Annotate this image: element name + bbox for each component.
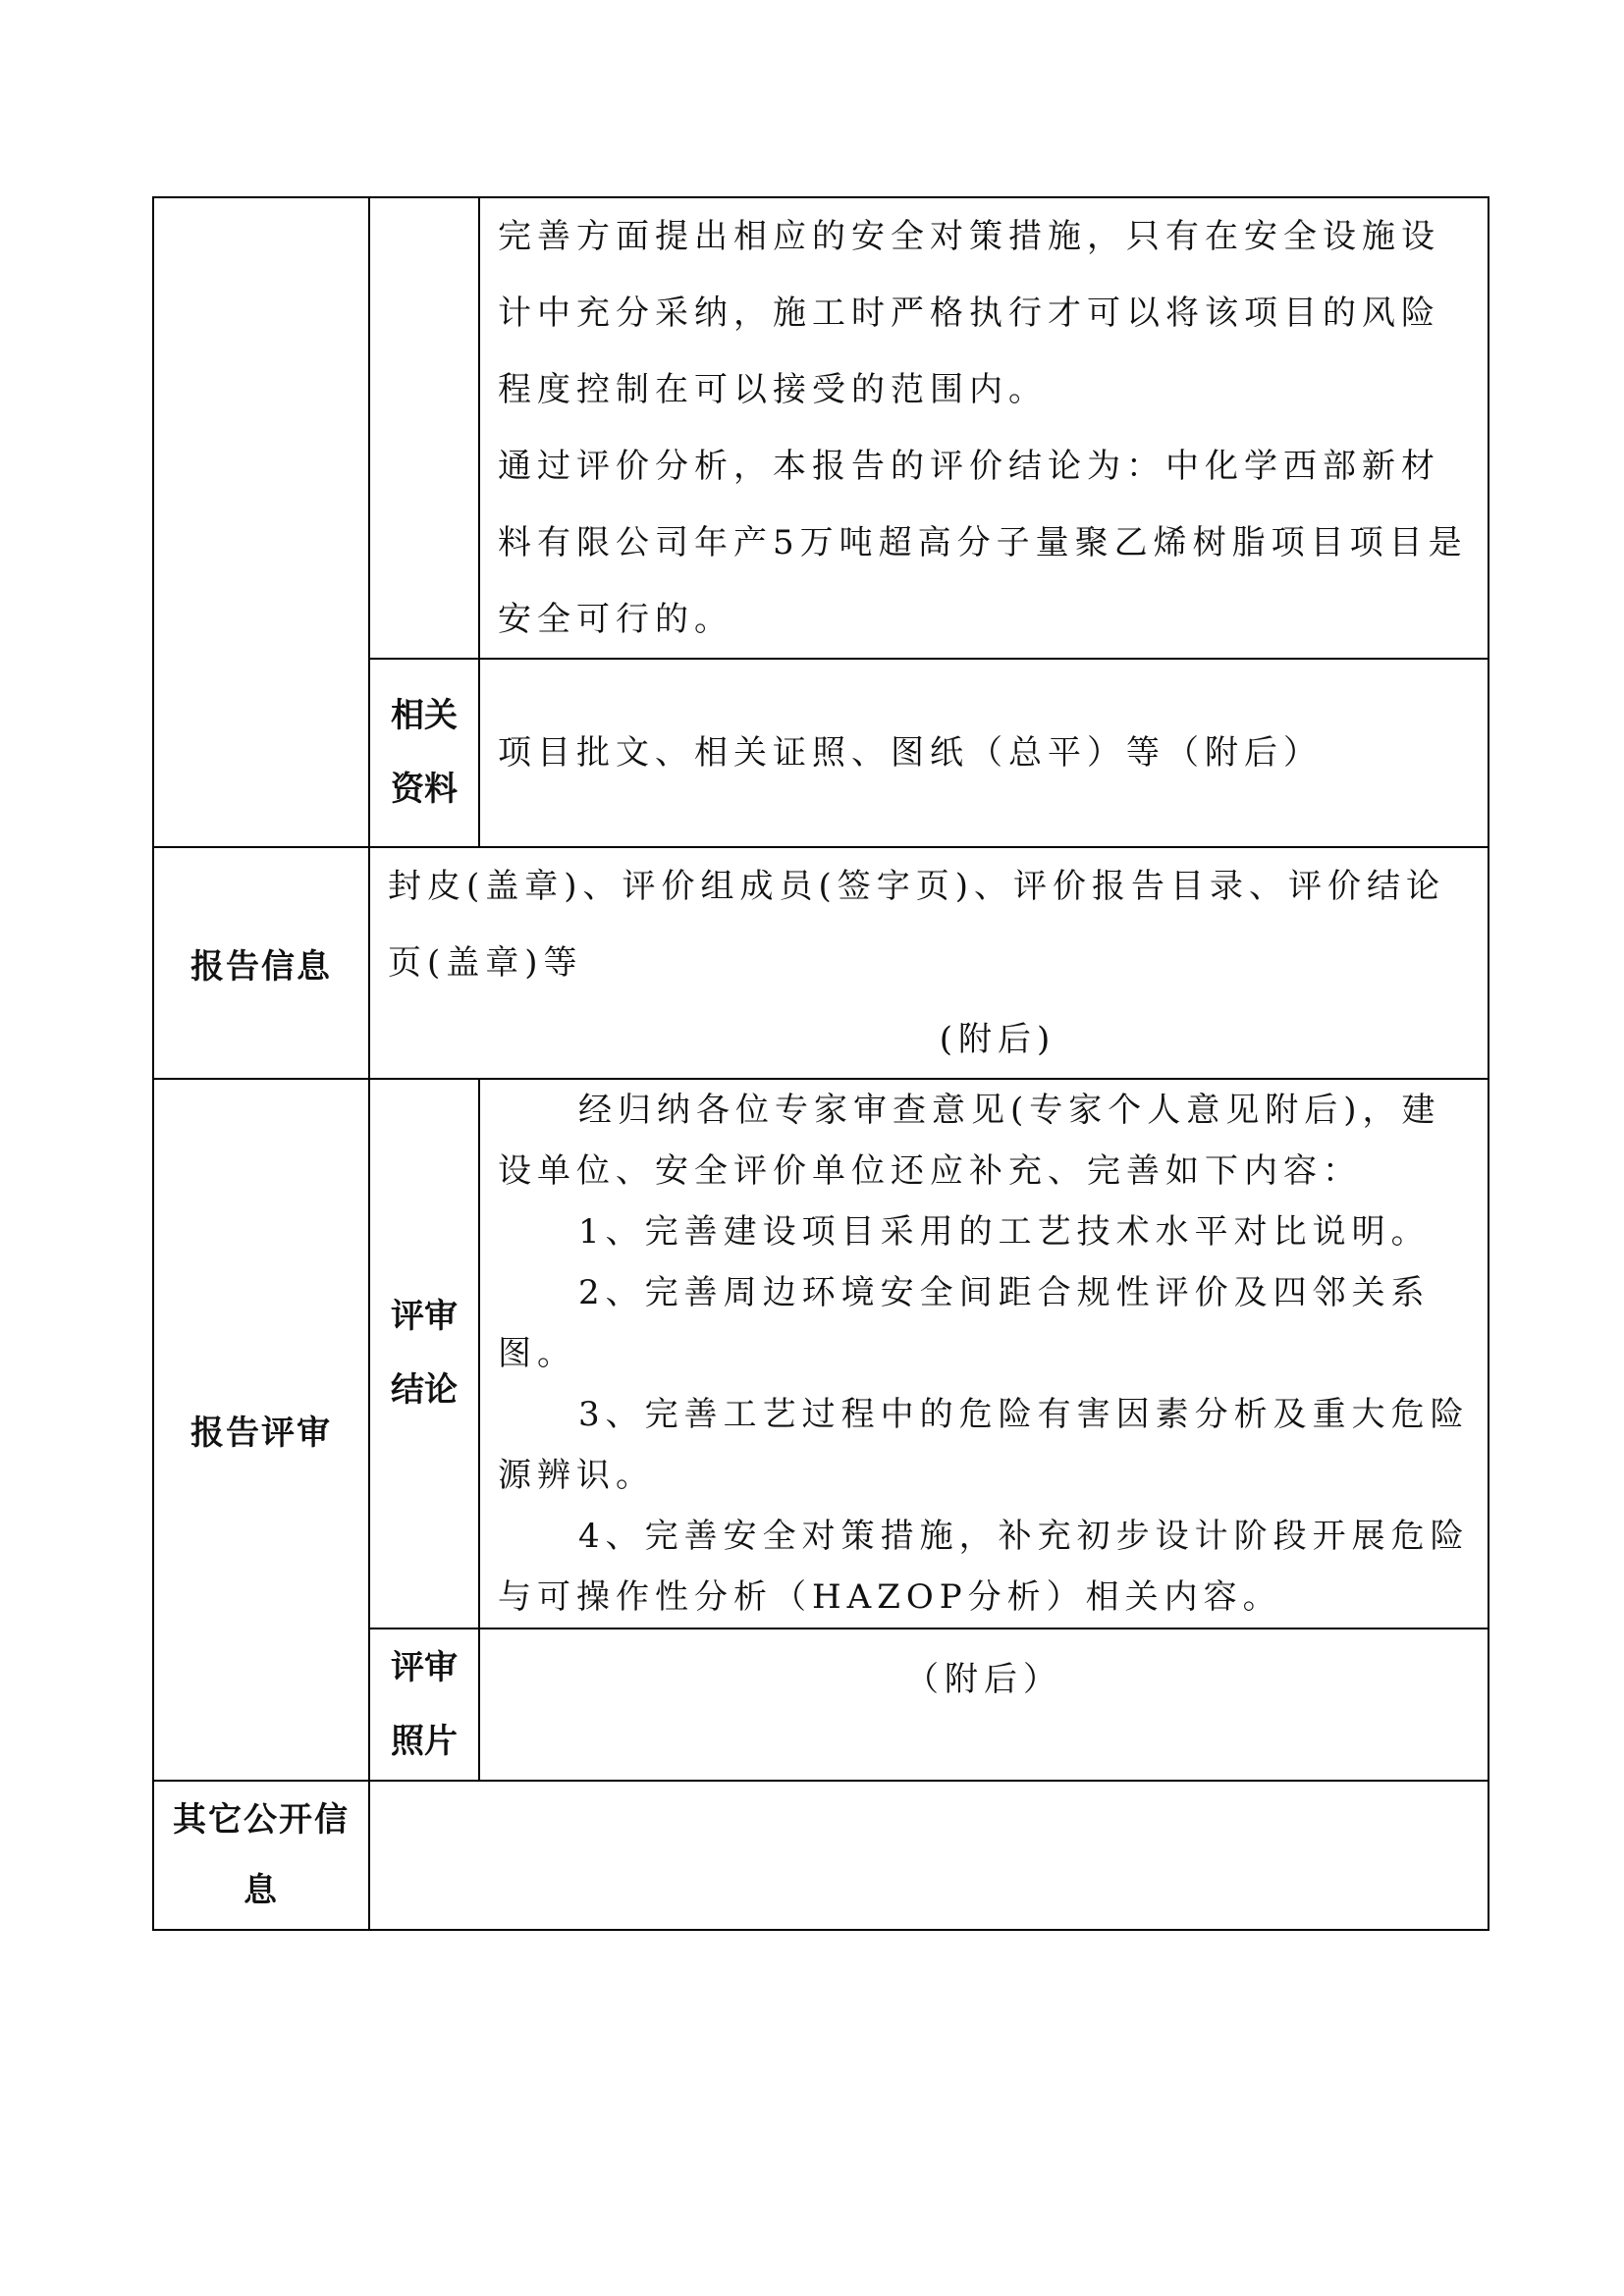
- review-item-4: 4、完善安全对策措施，补充初步设计阶段开展危险与可操作性分析（HAZOP分析）相关内容。: [498, 1517, 1470, 1617]
- disclosure-table: [152, 196, 1489, 1931]
- report-review-label: 报告评审: [153, 1079, 369, 1781]
- review-photos-label-line1: 评审: [391, 1647, 458, 1687]
- other-info-row: [153, 1781, 1489, 1930]
- review-conclusion-row: [153, 1079, 1489, 1629]
- related-materials-content: 项目批文、相关证照、图纸（总平）等（附后）: [498, 733, 1323, 773]
- review-conclusion-label-line2: 结论: [391, 1370, 458, 1410]
- empty-sublabel-cell: [369, 197, 479, 659]
- review-photos-label-line2: 照片: [391, 1721, 458, 1761]
- related-materials-label-line2: 资料: [391, 770, 458, 809]
- conclusion-paragraph-2: 通过评价分析，本报告的评价结论为：中化学西部新材料有限公司年产5万吨超高分子量聚乙烯树脂项目项目是安全可行的。: [498, 447, 1468, 639]
- review-photos-label: [369, 1629, 479, 1781]
- related-materials-label: [369, 659, 479, 847]
- review-photos-content: （附后）: [905, 1660, 1062, 1699]
- other-info-content-cell: [369, 1781, 1489, 1930]
- review-item-2: 2、完善周边环境安全间距合规性评价及四邻关系图。: [498, 1273, 1431, 1373]
- report-info-label: 报告信息: [153, 847, 369, 1079]
- review-item-3: 3、完善工艺过程中的危险有害因素分析及重大危险源辨识。: [498, 1395, 1470, 1495]
- conclusion-continuation-cell: [479, 197, 1489, 659]
- other-info-label-line2: 息: [244, 1871, 279, 1910]
- review-item-1: 1、完善建设项目采用的工艺技术水平对比说明。: [578, 1212, 1431, 1252]
- report-info-content-cell: [369, 847, 1489, 1079]
- conclusion-paragraph-1: 完善方面提出相应的安全对策措施，只有在安全设施设计中充分采纳，施工时严格执行才可以将该项目的风险程度控制在可以接受的范围内。: [498, 217, 1440, 409]
- review-intro: 经归纳各位专家审查意见(专家个人意见附后)，建设单位、安全评价单位还应补充、完善如下内容：: [498, 1091, 1441, 1191]
- other-info-label-line1: 其它公开信: [173, 1800, 350, 1840]
- report-info-row: [153, 847, 1489, 1079]
- empty-category-cell: [153, 197, 369, 847]
- review-photos-content-cell: [479, 1629, 1489, 1781]
- review-conclusion-label: [369, 1079, 479, 1629]
- related-materials-content-cell: [479, 659, 1489, 847]
- report-info-content: 封皮(盖章)、评价组成员(签字页)、评价报告目录、评价结论页(盖章)等: [388, 867, 1446, 983]
- other-info-label: [153, 1781, 369, 1930]
- report-info-attachment: (附后): [939, 1020, 1056, 1059]
- conclusion-continuation-row: [153, 197, 1489, 659]
- review-conclusion-label-line1: 评审: [391, 1297, 458, 1336]
- review-conclusion-content-cell: [479, 1079, 1489, 1629]
- related-materials-label-line1: 相关: [391, 696, 458, 735]
